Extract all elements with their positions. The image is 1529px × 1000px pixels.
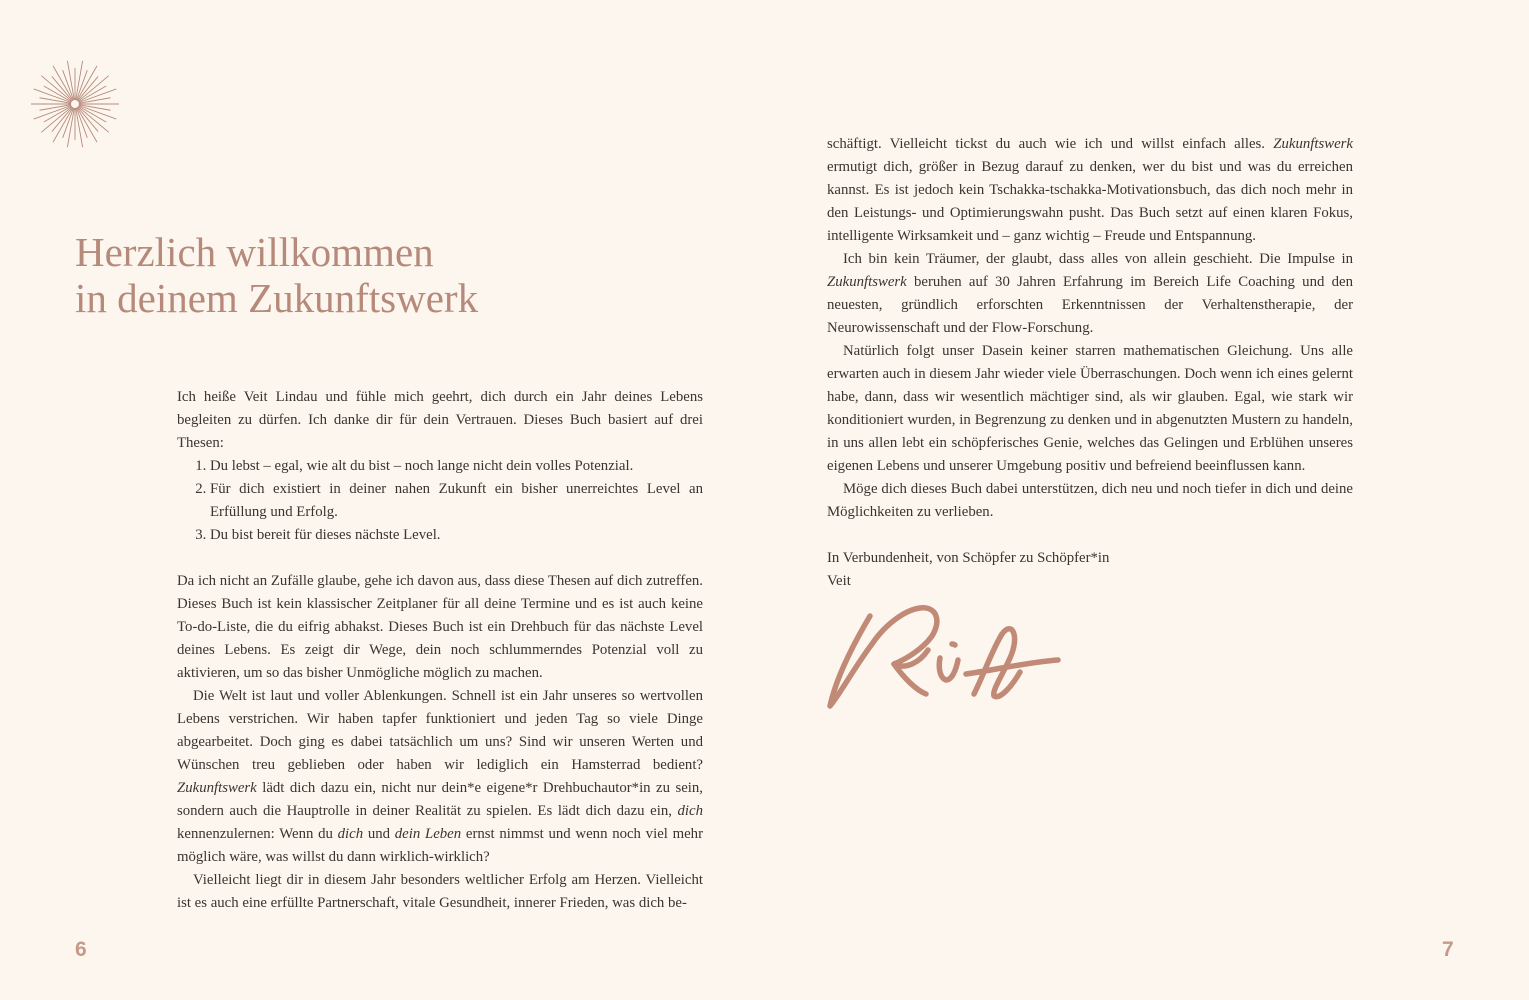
thesis-item: 1. Du lebst – egal, wie alt du bist – noch lange nicht dein volles Potenzial.	[210, 455, 703, 478]
italic-emphasis: dich	[677, 803, 703, 819]
page-number-right: 7	[1442, 938, 1454, 961]
body-paragraph: Vielleicht liegt dir in diesem Jahr besonders weltlicher Erfolg am Herzen. Vielleicht ist es auch eine erfüllte Partnerschaft, vitale Gesundheit, innerer Frieden, was dich be-	[177, 872, 703, 911]
body-paragraph: Die Welt ist laut und voller Ablenkungen. Schnell ist ein Jahr unseres so wertvollen Lebens verstrichen. Wir haben tapfer funktioniert und jeden Tag so viele Dinge abgearbeitet. Doch ging es dabei tatsächlich um uns? Sind wir unseren Werten und Wünschen treu geblieben oder haben wir lediglich ein Hamsterrad bedient? Zukunftswerk lädt dich dazu ein, nicht nur dein*e eigene*r Drehbuchautor*in zu sein, sondern auch die Hauptrolle in deiner Realität zu spielen. Es lädt dich dazu ein, dich kennenzulernen: Wenn du dich und dein Leben ernst nimmst und wenn noch viel mehr möglich wäre, was willst du dann wirklich-wirklich?	[177, 688, 704, 865]
closing-line: In Verbundenheit, von Schöpfer zu Schöpfer*in	[827, 550, 1110, 566]
title-line-1: Herzlich willkommen	[75, 229, 434, 275]
page-title	[75, 229, 478, 321]
author-name: Veit	[827, 573, 851, 589]
page-number-left: 6	[75, 938, 87, 961]
intro-paragraph: Ich heiße Veit Lindau und fühle mich geehrt, dich durch ein Jahr deines Lebens begleiten zu dürfen. Ich danke dir für dein Vertrauen. Dieses Buch basiert auf drei Thesen:	[177, 389, 703, 451]
body-paragraph: Ich bin kein Träumer, der glaubt, dass alles von allein geschieht. Die Impulse in Zukunftswerk beruhen auf 30 Jahren Erfahrung im Bereich Life Coaching und den neuesten, gründlich erforschten Erkenntnissen der Verhaltenstherapie, der Neurowissenschaft und der Flow-Forschung.	[827, 251, 1353, 336]
thesis-item: 3. Du bist bereit für dieses nächste Level.	[210, 524, 703, 547]
paragraph-gap	[827, 524, 1353, 547]
paragraph-gap	[177, 547, 703, 570]
right-page-body	[827, 133, 1353, 593]
body-paragraph: Möge dich dieses Buch dabei unterstützen, dich neu und noch tiefer in dich und deine Möglichkeiten zu verlieben.	[827, 481, 1353, 520]
book-title-italic: Zukunftswerk	[177, 780, 257, 796]
italic-emphasis: dich	[337, 826, 364, 842]
handwritten-signature	[824, 598, 1064, 718]
left-page-body	[177, 386, 703, 915]
book-title-italic: Zukunftswerk	[1273, 136, 1353, 152]
closing-block	[827, 547, 1353, 593]
body-paragraph: Da ich nicht an Zufälle glaube, gehe ich davon aus, dass diese Thesen auf dich zutreffen. Dieses Buch ist kein klassischer Zeitplaner für all deine Termine und es ist auch keine To-do-Liste, die du eifrig abhakst. Dieses Buch ist ein Drehbuch für das nächste Level deines Lebens. Es zeigt dir Wege, dein noch schlummerndes Potenzial voll zu aktivieren, um so das bisher Unmögliche möglich zu machen.	[177, 573, 703, 681]
book-title-italic: Zukunftswerk	[827, 274, 907, 290]
sunburst-icon	[29, 58, 121, 150]
thesis-item: 2. Für dich existiert in deiner nahen Zukunft ein bisher unerreichtes Level an Erfüllung und Erfolg.	[210, 478, 703, 524]
theses-list	[177, 455, 703, 547]
title-line-2: in deinem Zukunftswerk	[75, 275, 479, 321]
body-paragraph: Natürlich folgt unser Dasein keiner starren mathematischen Gleichung. Uns alle erwarten auch in diesem Jahr wieder viele Überraschungen. Doch wenn ich eines gelernt habe, dann, dass wir wesentlich mächtiger sind, als wir glauben. Egal, wie stark wir konditioniert wurden, in Begrenzung zu denken und in abgenutzten Mustern zu handeln, in uns allen lebt ein schöpferisches Genie, welches das Gelingen und Erblühen unseres eigenen Lebens und unserer Umgebung positiv und befreiend beeinflussen kann.	[827, 343, 1353, 474]
body-paragraph: schäftigt. Vielleicht tickst du auch wie ich und willst einfach alles. Zukunftswerk ermutigt dich, größer in Bezug darauf zu denken, wer du bist und was du erreichen kannst. Es ist jedoch kein Tschakka-tschakka-Motivationsbuch, das dich noch mehr in den Leistungs- und Optimierungswahn pusht. Das Buch setzt auf einen klaren Fokus, intelligente Wirksamkeit und – ganz wichtig – Freude und Entspannung.	[827, 136, 1353, 244]
italic-emphasis: dein Leben	[394, 826, 462, 842]
